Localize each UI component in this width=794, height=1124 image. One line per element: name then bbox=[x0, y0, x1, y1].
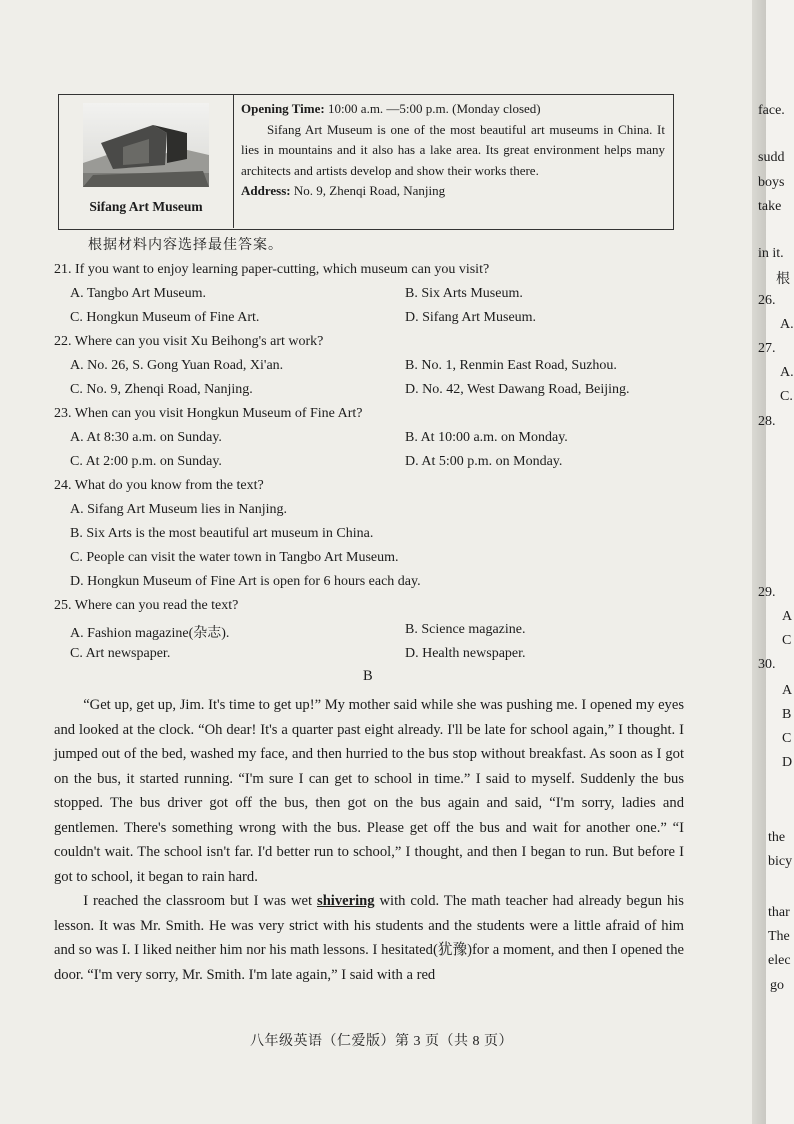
question-25-option-b[interactable]: B. Science magazine. bbox=[405, 622, 526, 637]
next-page-fragment: B bbox=[782, 707, 792, 722]
museum-caption: Sifang Art Museum bbox=[89, 199, 203, 214]
question-21-option-b[interactable]: B. Six Arts Museum. bbox=[405, 286, 523, 301]
question-22-option-c[interactable]: C. No. 9, Zhenqi Road, Nanjing. bbox=[70, 382, 253, 397]
question-21-option-a[interactable]: A. Tangbo Art Museum. bbox=[70, 286, 207, 301]
address-label: Address: bbox=[241, 183, 291, 199]
question-22-option-b[interactable]: B. No. 1, Renmin East Road, Suzhou. bbox=[405, 358, 617, 373]
museum-building-photo bbox=[83, 103, 209, 187]
section-b-heading: B bbox=[363, 668, 373, 684]
instruction-text: 根据材料内容选择最佳答案。 bbox=[88, 238, 283, 253]
opening-time-value: 10:00 a.m. —5:00 p.m. (Monday closed) bbox=[327, 101, 541, 116]
question-21-option-c[interactable]: C. Hongkun Museum of Fine Art. bbox=[70, 310, 260, 325]
passage-p2-start: I reached the classroom but I was wet bbox=[83, 893, 313, 909]
passage-paragraph-2 bbox=[54, 889, 684, 987]
question-25-option-d[interactable]: D. Health newspaper. bbox=[405, 646, 526, 661]
museum-photo-cell bbox=[59, 95, 234, 228]
next-page-fragment: A. bbox=[780, 365, 794, 380]
next-page-fragment: D bbox=[782, 755, 793, 770]
next-page-fragment: C bbox=[782, 633, 792, 648]
next-page-fragment: take bbox=[758, 199, 782, 214]
next-page-fragment: face. bbox=[758, 103, 785, 118]
passage-p2-rest: with cold. The math teacher had already begun his lesson. It was Mr. Smith. He was very strict with his students and the students were a little afraid of him and so was I. I liked neither him nor his math lessons. I hesitated(犹豫)for a moment, and then I opened the door. “I'm very sorry, Mr. Smith. I'm late again,” I said with a red bbox=[54, 893, 684, 983]
next-page-fragment: elec bbox=[768, 953, 791, 968]
next-page-fragment: The bbox=[768, 929, 790, 944]
next-page-fragment: bicy bbox=[768, 854, 793, 869]
question-23-option-c[interactable]: C. At 2:00 p.m. on Sunday. bbox=[70, 454, 222, 469]
question-24-option-b[interactable]: B. Six Arts is the most beautiful art museum in China. bbox=[70, 526, 374, 541]
adjacent-page-edge bbox=[758, 0, 794, 1124]
next-page-fragment: 26. bbox=[758, 293, 776, 308]
question-22-option-a[interactable]: A. No. 26, S. Gong Yuan Road, Xi'an. bbox=[70, 358, 284, 373]
question-21-stem: 21. If you want to enjoy learning paper-cutting, which museum can you visit? bbox=[54, 262, 490, 277]
next-page-fragment: A bbox=[782, 683, 793, 698]
question-24-option-a[interactable]: A. Sifang Art Museum lies in Nanjing. bbox=[70, 502, 287, 517]
question-25-stem: 25. Where can you read the text? bbox=[54, 598, 239, 613]
question-24-stem: 24. What do you know from the text? bbox=[54, 478, 264, 493]
address-line bbox=[241, 181, 665, 202]
next-page-fragment: the bbox=[768, 830, 786, 845]
next-page-fragment: 30. bbox=[758, 657, 776, 672]
museum-info-table bbox=[58, 94, 674, 230]
next-page-fragment: 27. bbox=[758, 341, 776, 356]
question-25-option-a[interactable]: A. Fashion magazine(杂志). bbox=[70, 626, 230, 641]
museum-description: Sifang Art Museum is one of the most beautiful art museums in China. It lies in mountains and it also has a lake area. Its great environment helps many architects and artists develop and show their works there. bbox=[241, 121, 665, 178]
question-23-option-a[interactable]: A. At 8:30 a.m. on Sunday. bbox=[70, 430, 222, 445]
address-value: No. 9, Zhenqi Road, Nanjing bbox=[293, 183, 446, 199]
next-page-fragment: go bbox=[770, 978, 784, 993]
reading-passage-b bbox=[54, 693, 684, 987]
museum-description-cell bbox=[241, 99, 665, 202]
next-page-fragment: thar bbox=[768, 905, 790, 920]
question-24-option-d[interactable]: D. Hongkun Museum of Fine Art is open for 6 hours each day. bbox=[70, 574, 421, 589]
next-page-fragment: A. bbox=[780, 317, 794, 332]
next-page-fragment: in it. bbox=[758, 246, 784, 261]
opening-time-line bbox=[241, 99, 665, 120]
underlined-word: shivering bbox=[317, 893, 375, 909]
question-22-stem: 22. Where can you visit Xu Beihong's art work? bbox=[54, 334, 324, 349]
next-page-fragment: 28. bbox=[758, 414, 776, 429]
question-23-option-b[interactable]: B. At 10:00 a.m. on Monday. bbox=[405, 430, 568, 445]
next-page-fragment: C. bbox=[780, 389, 793, 404]
next-page-fragment: 根 bbox=[776, 272, 790, 287]
next-page-fragment: A bbox=[782, 609, 793, 624]
page-footer: 八年级英语（仁爱版）第 3 页（共 8 页） bbox=[250, 1034, 513, 1049]
next-page-fragment: 29. bbox=[758, 585, 776, 600]
next-page-fragment: C bbox=[782, 731, 792, 746]
next-page-fragment: sudd bbox=[758, 150, 785, 165]
question-23-option-d[interactable]: D. At 5:00 p.m. on Monday. bbox=[405, 454, 563, 469]
question-21-option-d[interactable]: D. Sifang Art Museum. bbox=[405, 310, 537, 325]
question-24-option-c[interactable]: C. People can visit the water town in Tangbo Art Museum. bbox=[70, 550, 399, 565]
next-page-fragment: boys bbox=[758, 175, 785, 190]
passage-paragraph-1: “Get up, get up, Jim. It's time to get up!” My mother said while she was pushing me. I opened my eyes and looked at the clock. “Oh dear! It's a quarter past eight already. I'll be late for school again,” I thought. I jumped out of the bed, washed my face, and then hurried to the bus stop without breakfast. As soon as I got on the bus, it started running. “I'm sure I can get to school in time.” I said to myself. Suddenly the bus stopped. The bus driver got off the bus, then got on the bus again and said, “I'm sorry, ladies and gentlemen. There's something wrong with the bus. Please get off the bus and wait for another one.” “I couldn't wait. The school isn't far. I'd better run to school,” I thought, and then I began to run. But before I got to school, it began to rain hard. bbox=[54, 697, 684, 885]
question-25-option-c[interactable]: C. Art newspaper. bbox=[70, 646, 171, 661]
question-22-option-d[interactable]: D. No. 42, West Dawang Road, Beijing. bbox=[405, 382, 630, 397]
opening-time-label: Opening Time: bbox=[241, 101, 325, 116]
question-23-stem: 23. When can you visit Hongkun Museum of Fine Art? bbox=[54, 406, 363, 421]
page-gutter-shadow bbox=[752, 0, 766, 1124]
